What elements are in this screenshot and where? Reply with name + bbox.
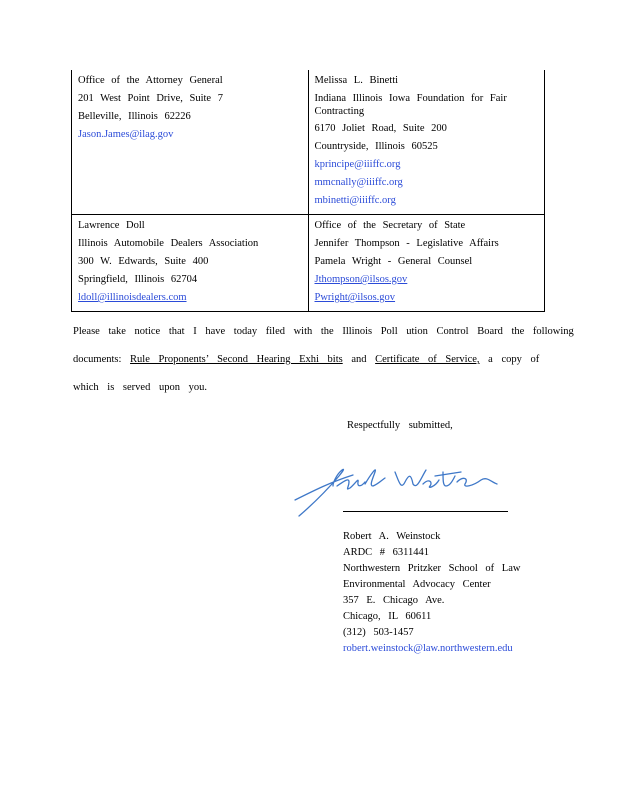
document-title: Rule Proponents’ Second Hearing Exhi bits [130,354,343,365]
recipient-line: Melissa L. Binetti [314,75,399,86]
email-link[interactable]: ldoll@illinoisdealers.com [78,292,187,303]
service-cell-secretary-of-state [308,215,545,312]
table-row [72,215,545,312]
document-title: Certificate of Service, [375,354,480,365]
service-cell-attorney-general [72,70,309,215]
closing-text: Respectfully submitted, [347,420,453,431]
notice-text: a copy of [488,354,540,365]
email-link[interactable]: mbinetti@iiiffc.org [314,195,396,206]
recipient-line: Countryside, Illinois 60525 [314,141,438,152]
notice-text: and [351,354,367,365]
recipient-line: Belleville, Illinois 62226 [78,111,191,122]
notice-line: which is served upon you. [73,382,207,393]
signer-phone: (312) 503-1457 [343,627,414,638]
service-cell-doll [72,215,309,312]
signer-center: Environmental Advocacy Center [343,579,491,590]
notice-paragraph [73,318,574,402]
service-list-table [71,70,545,312]
notice-line: Please take notice that I have today filed with the Illinois Poll ution Control Board the following [73,326,574,337]
signature-block [343,529,520,657]
recipient-line: 201 West Point Drive, Suite 7 [78,93,223,104]
email-link[interactable]: Jthompson@ilsos.gov [314,274,408,285]
recipient-line: Illinois Automobile Dealers Association [78,238,259,249]
recipient-line: Indiana Illinois Iowa Foundation for Fair Contracting [314,93,507,117]
email-link[interactable]: kprincipe@iiiffc.org [314,159,401,170]
signature-line [343,511,508,512]
notice-text: documents: [73,354,122,365]
notice-line [73,346,540,374]
recipient-line: Jennifer Thompson - Legislative Affairs [314,238,499,249]
recipient-line: 6170 Joliet Road, Suite 200 [314,123,447,134]
signer-ardc: ARDC # 6311441 [343,547,430,558]
recipient-line: Pamela Wright - General Counsel [314,256,473,267]
recipient-line: Office of the Attorney General [78,75,223,86]
service-cell-binetti [308,70,545,215]
recipient-line: Office of the Secretary of State [314,220,466,231]
signer-name: Robert A. Weinstock [343,531,441,542]
signer-city: Chicago, IL 60611 [343,611,432,622]
recipient-line: Springfield, Illinois 62704 [78,274,198,285]
email-link[interactable]: Pwright@ilsos.gov [314,292,396,303]
email-link[interactable]: mmcnally@iiiffc.org [314,177,403,188]
email-link[interactable]: Jason.James@ilag.gov [78,129,174,140]
signer-email-link[interactable]: robert.weinstock@law.northwestern.edu [343,643,513,654]
recipient-line: 300 W. Edwards, Suite 400 [78,256,209,267]
recipient-line: Lawrence Doll [78,220,145,231]
table-row [72,70,545,215]
signer-school: Northwestern Pritzker School of Law [343,563,521,574]
signer-street: 357 E. Chicago Ave. [343,595,445,606]
